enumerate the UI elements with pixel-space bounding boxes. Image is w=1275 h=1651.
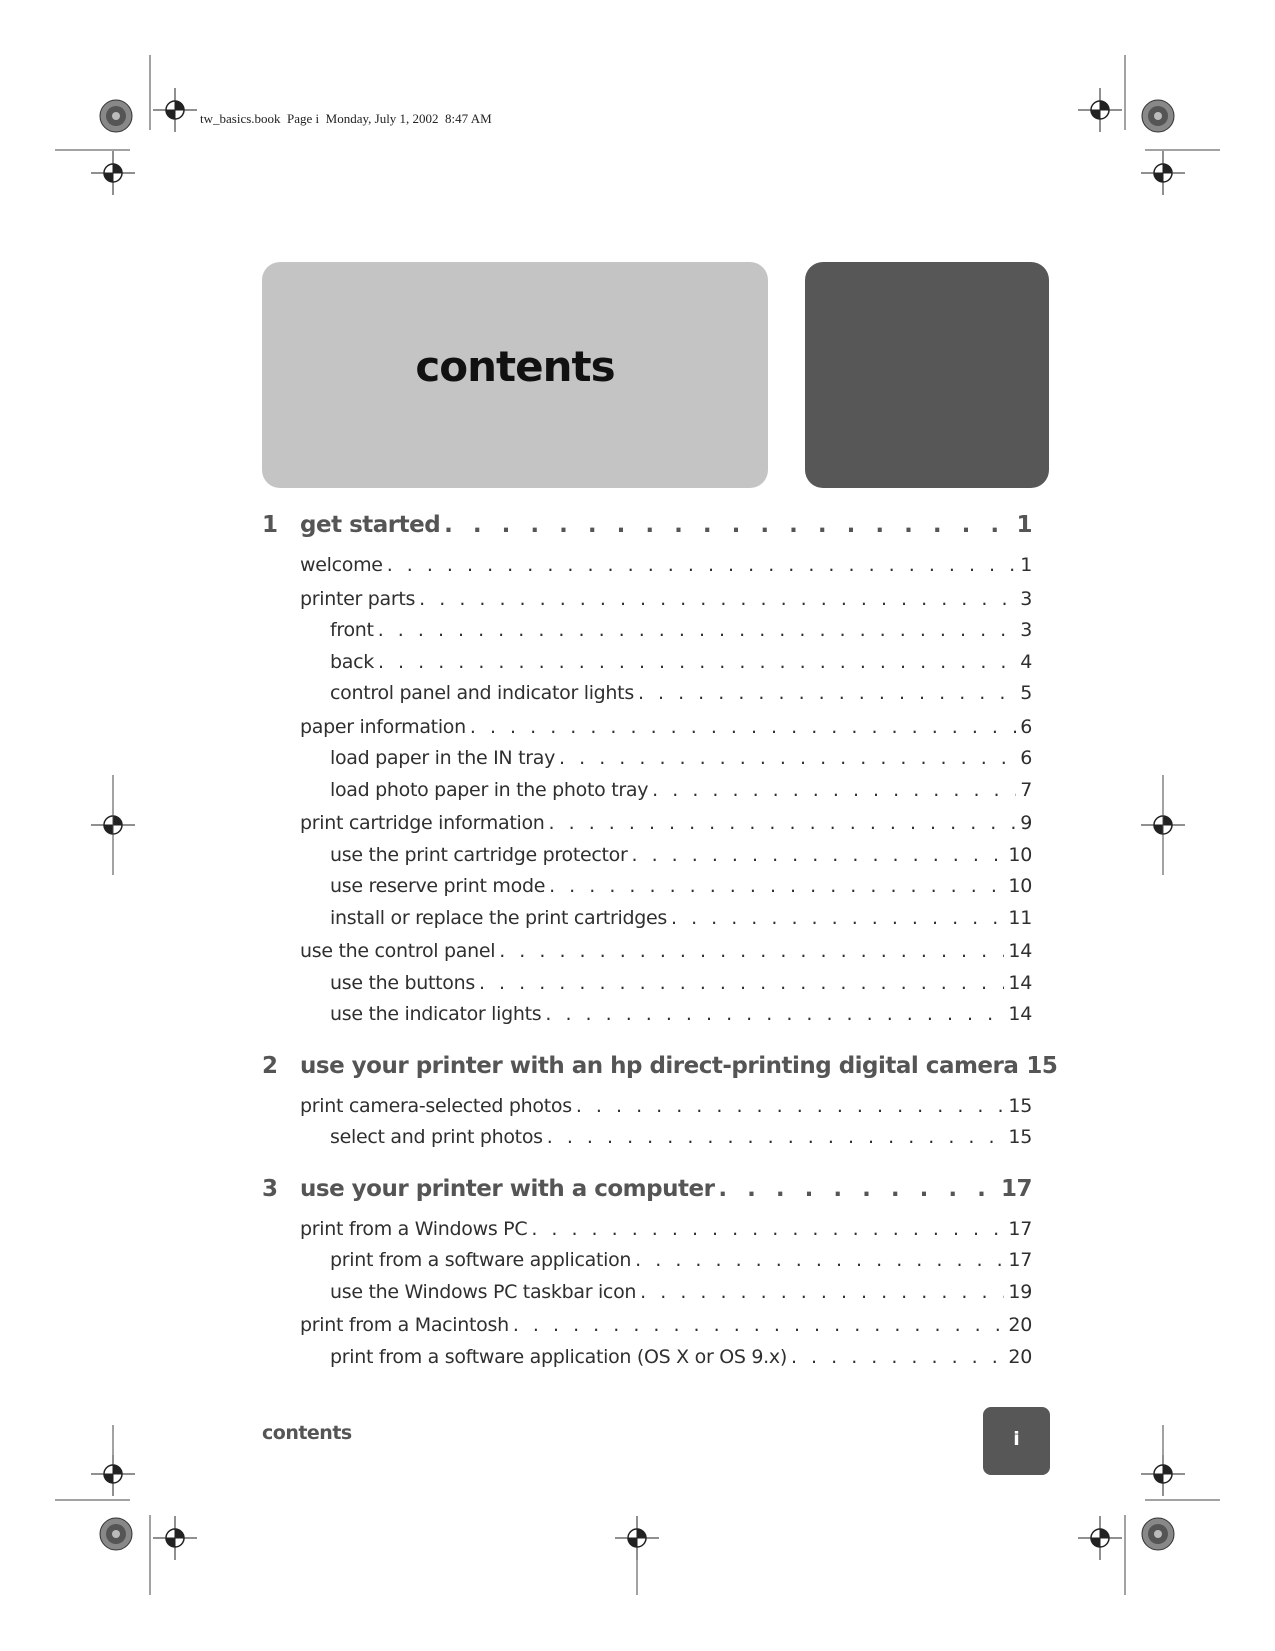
chapter-number: 1 <box>262 512 278 538</box>
toc-section-entry[interactable] <box>262 716 1032 748</box>
entry-label: control panel and indicator lights <box>330 682 634 704</box>
toc-chapter <box>262 512 1032 1035</box>
toc-subsection-entry[interactable] <box>262 844 1032 876</box>
entry-page-number: 14 <box>1008 1003 1032 1025</box>
toc-section-entry[interactable] <box>262 554 1032 586</box>
entry-page-number: 1 <box>1020 554 1032 576</box>
entry-label: print from a software application (OS X or OS 9.x) <box>330 1345 787 1368</box>
dot-leader <box>387 554 1017 576</box>
toc-section-entry[interactable] <box>262 1095 1032 1127</box>
entry-page-number: 20 <box>1008 1314 1032 1336</box>
toc-subsection-entry[interactable] <box>262 1346 1032 1378</box>
entry-page-number: 10 <box>1008 875 1032 897</box>
entry-label: paper information <box>300 715 466 738</box>
toc-chapter-heading[interactable] <box>262 1176 1032 1216</box>
entry-label: print from a software application <box>330 1249 632 1271</box>
dot-leader <box>479 972 1004 994</box>
dot-leader <box>576 1095 1005 1117</box>
entry-label: back <box>330 650 374 673</box>
dot-leader <box>419 588 1016 610</box>
chapter-title: use your printer with a computer <box>300 1175 715 1202</box>
page-title: contents <box>415 342 615 391</box>
entry-label: use the Windows PC taskbar icon <box>330 1280 637 1303</box>
chapter-page-number: 1 <box>1016 512 1032 538</box>
toc-subsection-entry[interactable] <box>262 1281 1032 1313</box>
dot-leader <box>632 844 1005 866</box>
entry-page-number: 17 <box>1008 1217 1032 1240</box>
entry-page-number: 6 <box>1020 747 1032 769</box>
dot-leader <box>545 1003 1004 1025</box>
toc-chapter-heading[interactable] <box>262 512 1032 552</box>
dot-leader <box>791 1346 1004 1368</box>
dot-leader <box>635 1249 1004 1271</box>
entry-label: print from a Windows PC <box>300 1217 528 1240</box>
toc-chapter <box>262 1052 1058 1158</box>
toc-subsection-entry[interactable] <box>262 1249 1032 1281</box>
toc-chapter <box>262 1176 1032 1378</box>
dot-leader <box>638 682 1016 704</box>
dot-leader <box>470 716 1016 738</box>
entry-label: print camera-selected photos <box>300 1094 572 1117</box>
entry-label: use the control panel <box>300 940 496 962</box>
entry-label: print from a Macintosh <box>300 1314 509 1336</box>
entry-page-number: 17 <box>1008 1249 1032 1271</box>
entry-page-number: 5 <box>1020 682 1032 704</box>
entry-label: printer parts <box>300 587 416 610</box>
entry-label: front <box>330 619 374 641</box>
dot-leader <box>444 512 1012 538</box>
toc-subsection-entry[interactable] <box>262 682 1032 714</box>
entry-page-number: 9 <box>1020 812 1032 834</box>
decorative-dark-panel <box>805 262 1049 488</box>
dot-leader <box>547 1126 1005 1148</box>
dot-leader <box>531 1218 1004 1240</box>
entry-label: select and print photos <box>330 1126 543 1148</box>
entry-label: print cartridge information <box>300 812 545 834</box>
entry-page-number: 3 <box>1020 619 1032 641</box>
entry-page-number: 7 <box>1020 778 1032 801</box>
chapter-number: 2 <box>262 1052 278 1079</box>
toc-section-entry[interactable] <box>262 1314 1032 1346</box>
entry-label: load paper in the IN tray <box>330 747 556 769</box>
toc-section-entry[interactable] <box>262 940 1032 972</box>
dot-leader <box>549 812 1017 834</box>
entry-page-number: 10 <box>1008 843 1032 866</box>
dot-leader <box>549 875 1004 897</box>
dot-leader <box>378 619 1017 641</box>
toc-chapter-heading[interactable] <box>262 1052 1058 1093</box>
entry-label: welcome <box>300 554 383 576</box>
toc-section-entry[interactable] <box>262 812 1032 844</box>
toc-section-entry[interactable] <box>262 588 1032 620</box>
dot-leader <box>499 940 1004 962</box>
toc-subsection-entry[interactable] <box>262 875 1032 907</box>
dot-leader <box>559 747 1016 769</box>
chapter-title: use your printer with an hp direct-printing digital camera <box>300 1052 1019 1079</box>
entry-page-number: 19 <box>1008 1280 1032 1303</box>
entry-label: use the indicator lights <box>330 1003 542 1025</box>
entry-page-number: 4 <box>1020 650 1032 673</box>
dot-leader <box>640 1281 1004 1303</box>
entry-label: use the buttons <box>330 971 475 994</box>
dot-leader <box>671 907 1004 929</box>
entry-label: load photo paper in the photo tray <box>330 778 649 801</box>
toc-subsection-entry[interactable] <box>262 619 1032 651</box>
footer-section-label: contents <box>262 1422 352 1444</box>
entry-page-number: 11 <box>1008 906 1032 929</box>
toc-subsection-entry[interactable] <box>262 907 1032 939</box>
dot-leader <box>718 1176 997 1202</box>
chapter-page-number: 15 <box>1026 1052 1058 1079</box>
toc-subsection-entry[interactable] <box>262 779 1032 811</box>
print-slug: tw_basics.book Page i Monday, July 1, 2002 8:47 AM <box>200 111 492 126</box>
table-of-contents <box>262 512 1058 1377</box>
entry-page-number: 14 <box>1008 940 1032 962</box>
title-panel <box>262 262 768 488</box>
entry-page-number: 3 <box>1020 587 1032 610</box>
entry-page-number: 15 <box>1008 1126 1032 1148</box>
chapter-page-number: 17 <box>1000 1175 1032 1202</box>
entry-label: use reserve print mode <box>330 875 546 897</box>
toc-subsection-entry[interactable] <box>262 972 1032 1004</box>
dot-leader <box>378 651 1016 673</box>
toc-subsection-entry[interactable] <box>262 1126 1032 1158</box>
page-number-tab: i <box>983 1407 1050 1475</box>
chapter-title: get started <box>300 512 441 538</box>
entry-page-number: 15 <box>1008 1094 1032 1117</box>
entry-page-number: 20 <box>1008 1345 1032 1368</box>
toc-subsection-entry[interactable] <box>262 747 1032 779</box>
toc-section-entry[interactable] <box>262 1218 1032 1250</box>
entry-label: use the print cartridge protector <box>330 843 628 866</box>
entry-label: install or replace the print cartridges <box>330 906 667 929</box>
chapter-number: 3 <box>262 1175 278 1202</box>
dot-leader <box>513 1314 1005 1336</box>
toc-subsection-entry[interactable] <box>262 1003 1032 1035</box>
toc-subsection-entry[interactable] <box>262 651 1032 683</box>
entry-page-number: 14 <box>1008 971 1032 994</box>
dot-leader <box>652 779 1016 801</box>
entry-page-number: 6 <box>1020 715 1032 738</box>
